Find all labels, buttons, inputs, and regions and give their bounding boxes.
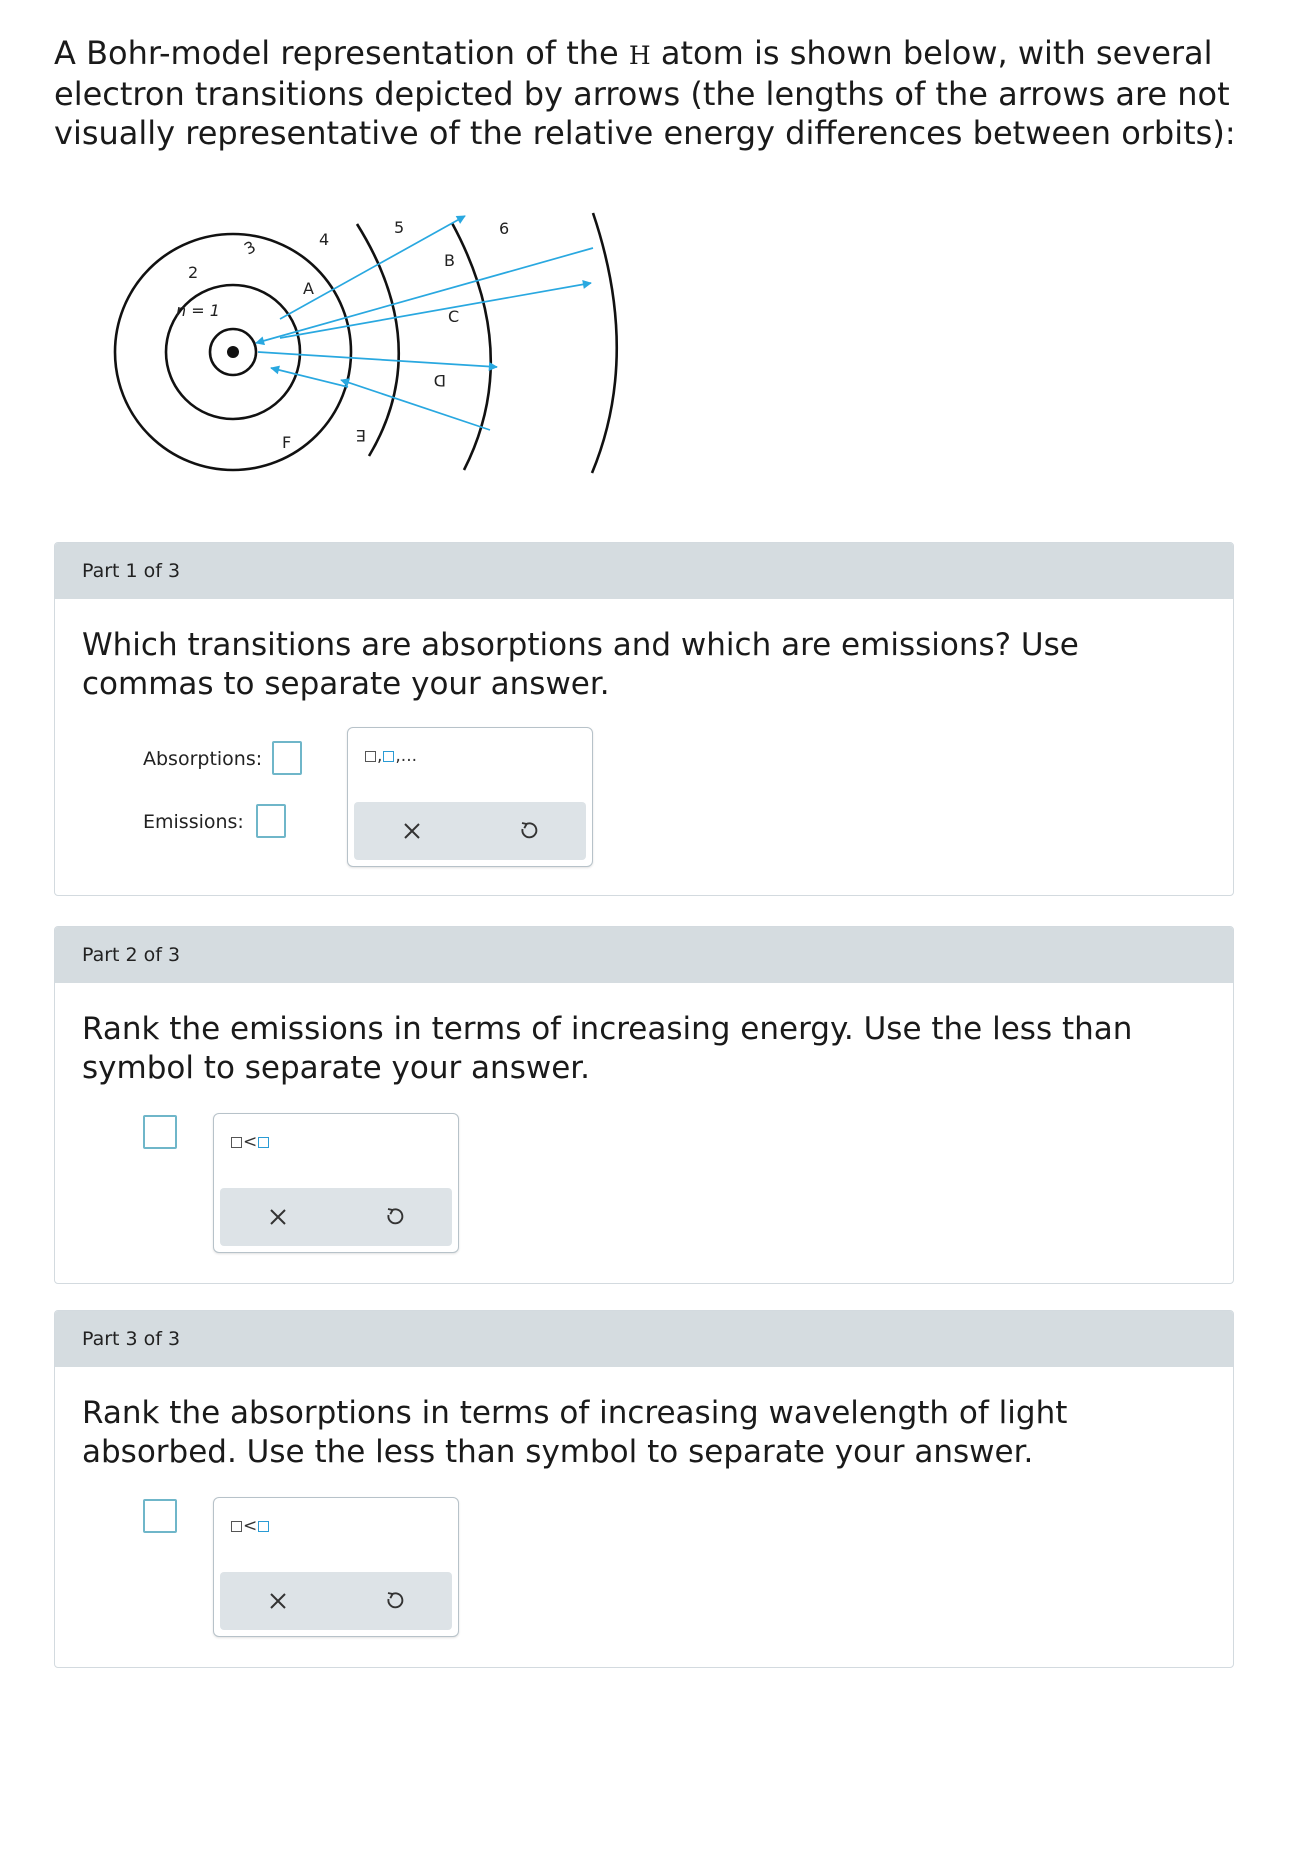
part-2-panel (54, 926, 1234, 1284)
orbit-label-5: 5 (394, 218, 405, 237)
part-3-panel (54, 1310, 1234, 1668)
less-than-template-button[interactable]: < (230, 1516, 270, 1536)
hydrogen-symbol: H (628, 41, 651, 70)
orbit-n4 (357, 224, 399, 456)
undo-button[interactable] (374, 1197, 414, 1237)
orbit-label-6: 6 (499, 219, 510, 238)
palette-toolbar (220, 1572, 452, 1630)
less-than-template-icon (231, 1521, 242, 1532)
undo-icon (517, 820, 539, 842)
transition-label-B: B (444, 251, 455, 270)
emissions-label: Emissions: (143, 811, 244, 833)
part-1-math-palette (347, 727, 593, 867)
part-3-question: Rank the absorptions in terms of increasing wavelength of light absorbed. Use the less than symbol to separate your answer. (82, 1395, 1068, 1470)
transition-label-C: C (448, 307, 460, 326)
part-2-question: Rank the emissions in terms of increasing energy. Use the less than symbol to separate your answer. (82, 1011, 1133, 1086)
emissions-ranking-input[interactable] (143, 1115, 177, 1149)
close-icon (403, 822, 421, 840)
part-3-math-palette (213, 1497, 459, 1637)
part-1-header: Part 1 of 3 (55, 543, 1233, 599)
comma-list-template-button[interactable]: , ,... (364, 746, 417, 766)
orbit-label-n1: n = 1 (176, 301, 220, 320)
transition-A-arrow (280, 216, 465, 319)
orbit-label-2: 2 (188, 263, 199, 282)
bohr-model-figure (100, 200, 640, 500)
absorptions-input[interactable] (272, 741, 302, 775)
orbit-label-4: 4 (319, 230, 330, 249)
nucleus (227, 346, 239, 358)
close-icon (269, 1208, 287, 1226)
palette-toolbar (220, 1188, 452, 1246)
less-than-template-button[interactable]: < (230, 1132, 270, 1152)
undo-button[interactable] (374, 1581, 414, 1621)
transition-label-F: F (282, 433, 292, 452)
transition-D-arrow (258, 352, 497, 367)
emissions-input[interactable] (256, 804, 286, 838)
transition-label-E: E (355, 426, 366, 445)
undo-icon (383, 1590, 405, 1612)
clear-button[interactable] (258, 1197, 298, 1237)
transition-label-D: D (433, 371, 446, 390)
absorptions-label: Absorptions: (143, 748, 263, 770)
transition-B-arrow (280, 283, 591, 338)
transition-F-arrow (271, 368, 348, 387)
undo-button[interactable] (508, 811, 548, 851)
transition-label-A: A (303, 279, 314, 298)
absorptions-ranking-input[interactable] (143, 1499, 177, 1533)
part-2-header: Part 2 of 3 (55, 927, 1233, 983)
intro-text: A Bohr-model representation of the H atom is shown below, with several electron transitions depicted by arrows (the lengths of the arrows are not visually representative of the relative energy differences between orbits): (54, 34, 1236, 152)
orbit-n5 (452, 223, 491, 470)
orbit-label-3: 3 (240, 236, 259, 259)
part-2-math-palette (213, 1113, 459, 1253)
close-icon (269, 1592, 287, 1610)
transition-E-arrow (341, 380, 490, 430)
clear-button[interactable] (392, 811, 432, 851)
less-than-template-icon (231, 1137, 242, 1148)
comma-list-template-icon (365, 751, 376, 762)
clear-button[interactable] (258, 1581, 298, 1621)
undo-icon (383, 1206, 405, 1228)
part-3-header: Part 3 of 3 (55, 1311, 1233, 1367)
orbit-n6 (592, 213, 617, 473)
palette-toolbar (354, 802, 586, 860)
part-1-question: Which transitions are absorptions and which are emissions? Use commas to separate your answer. (82, 627, 1079, 702)
part-1-panel (54, 542, 1234, 896)
